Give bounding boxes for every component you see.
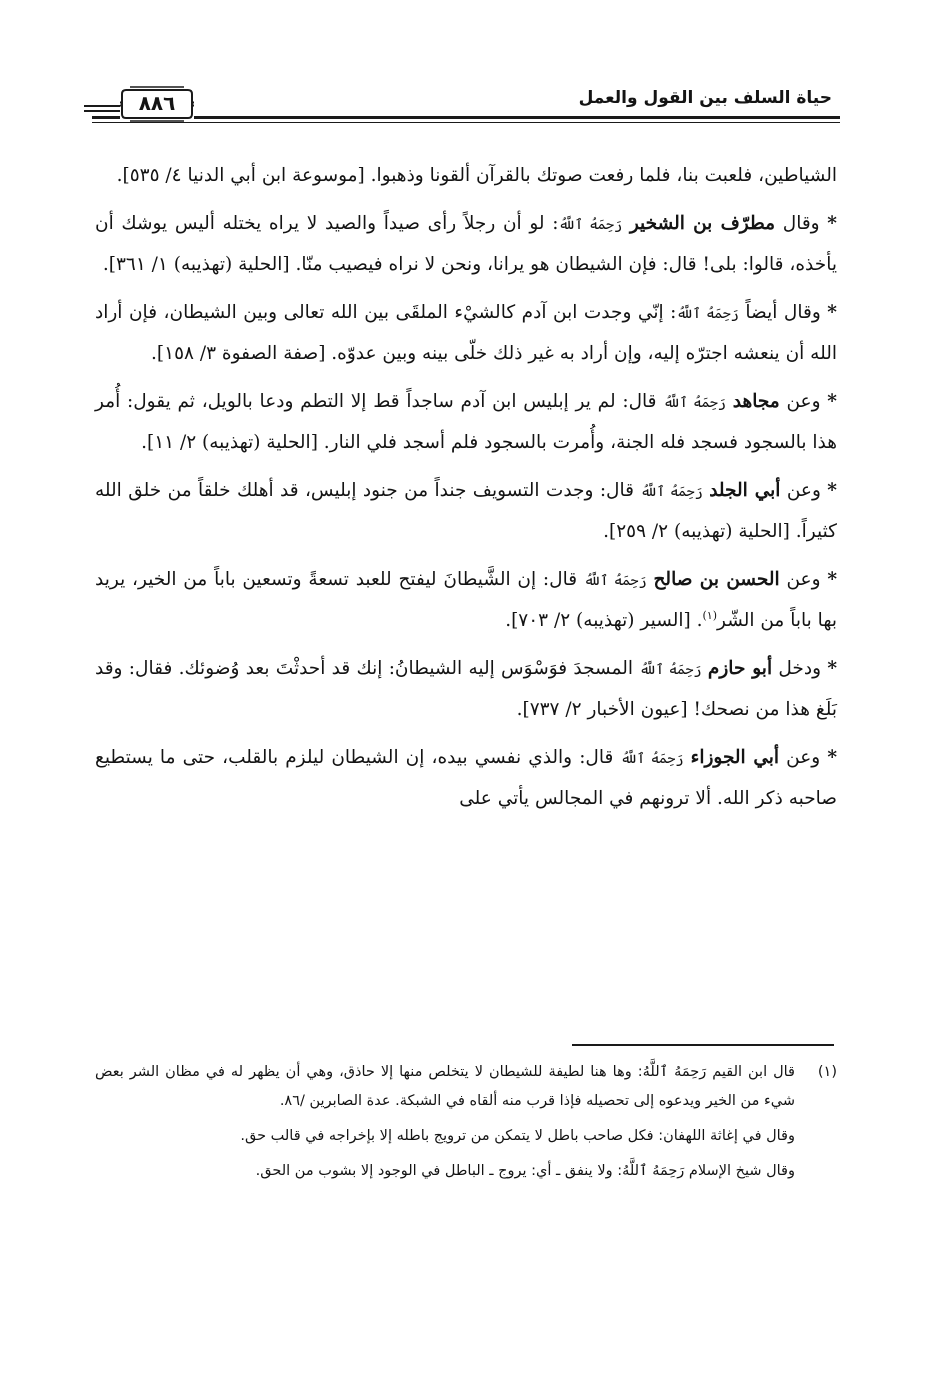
bullet-star: * xyxy=(827,568,837,590)
paragraph-text: قال: والذي نفسي بيده، إن الشيطان ليلزم بالقلب، حتى ما يستطيع صاحبه ذكر الله. ألا ترونهم في المجالس يأتي على xyxy=(95,746,837,809)
paragraph xyxy=(95,560,837,641)
person-name: مجاهد xyxy=(732,390,780,412)
person-name: مطرّف بن الشخير xyxy=(629,212,776,234)
paragraph xyxy=(95,156,837,196)
footnote xyxy=(95,1122,837,1151)
page-number-badge xyxy=(120,86,194,122)
footnote-separator xyxy=(572,1044,834,1046)
citation: . [السير (تهذيبه) ٢/ ٧٠٣]. xyxy=(505,610,703,631)
bullet-star: * xyxy=(827,390,837,412)
intro-word: وقال xyxy=(782,212,820,234)
honorific: رَحِمَهُ ٱللَّهُ xyxy=(663,394,726,411)
footnote-text: وقال في إغاثة اللهفان: فكل صاحب باطل لا يتمكن من ترويج باطله إلا بإخراجه في قالب حق. xyxy=(240,1128,795,1144)
footnote-number: (١) xyxy=(817,1064,837,1080)
person-name: الحسن بن صالح xyxy=(653,568,780,590)
paragraph xyxy=(95,204,837,285)
honorific: رَحِمَهُ ٱللَّهُ xyxy=(583,572,647,589)
honorific: رَحِمَهُ ٱللَّهُ xyxy=(620,750,684,767)
honorific: رَحِمَهُ ٱللَّهُ xyxy=(558,216,623,233)
person-name: أبي الجوزاء xyxy=(690,746,780,768)
paragraph-text: قال: وجدت التسويف جنداً من جنود إبليس، قد أهلك خلقاً من خلق الله كثيراً. [الحلية (تهذيبه) ٢/ ٢٥٩]. xyxy=(95,479,837,542)
page-number: ٨٨٦ xyxy=(138,91,176,115)
paragraph-text: : إنّي وجدت ابن آدم كالشيْء الملقَى بين الله تعالى وبين الشيطان، فإن أراد الله أن ينعشه اجترّه إليه، وإن أراد به غير ذلك خلّى بينه وبين عدوّه. [صفة الصفوة ٣/ ١٥٨]. xyxy=(95,301,837,364)
intro-word: وعن xyxy=(786,568,821,590)
bullet-star: * xyxy=(827,746,837,768)
bullet-star: * xyxy=(827,479,837,501)
bullet-star: * xyxy=(827,657,837,679)
honorific: رَحِمَهُ ٱللَّهُ xyxy=(676,305,739,322)
intro-word: وعن xyxy=(786,746,821,768)
paragraph xyxy=(95,649,837,730)
footnote-marker[interactable]: (١) xyxy=(702,608,717,622)
footnotes xyxy=(95,1058,837,1192)
footnote-text: وقال شيخ الإسلام رَحِمَهُ ٱللَّهُ: ولا ينفق ـ أي: يروج ـ الباطل في الوجود إلا بشوب من الحق. xyxy=(255,1163,795,1179)
paragraph-text: قال: لم ير إبليس ابن آدم ساجداً قط إلا التطم ودعا بالويل، ثم يقول: أُمر هذا بالسجود فسجد فله الجنة، وأُمرت بالسجود فلم أسجد فلي النار. [الحلية (تهذيبه) ٢/ ١١]. xyxy=(95,390,837,453)
header-ornament-line xyxy=(84,105,120,107)
header-rule-thick xyxy=(92,116,840,119)
header-rule-thin xyxy=(92,122,840,123)
paragraph xyxy=(95,471,837,552)
bullet-star: * xyxy=(827,212,837,234)
paragraph xyxy=(95,382,837,463)
paragraph-text: الشياطين، فلعبت بنا، فلما رفعت صوتك بالقرآن ألقونا وذهبوا. [موسوعة ابن أبي الدنيا ٤/ ٥٣٥]. xyxy=(116,165,837,186)
intro-word: وعن xyxy=(786,479,821,501)
paragraph xyxy=(95,738,837,819)
footnote xyxy=(95,1157,837,1186)
footnote xyxy=(95,1058,837,1116)
paragraph-text: المسجدَ فوَسْوَس إليه الشيطانُ: إنك قد أحدثْتَ بعد وُضوئك. فقال: وقد بَلَغ هذا من نصحك! [عيون الأخبار ٢/ ٧٣٧]. xyxy=(95,657,837,720)
intro-word: وعن xyxy=(786,390,821,412)
header-ornament-line xyxy=(84,110,120,112)
honorific: رَحِمَهُ ٱللَّهُ xyxy=(639,661,702,678)
person-name: أبي الجلد xyxy=(709,479,781,501)
bullet-star: * xyxy=(827,301,837,323)
running-title: حياة السلف بين القول والعمل xyxy=(578,88,832,108)
paragraph-text: : لو أن رجلاً رأى صيداً والصيد لا يراه يختله أليس يوشك أن يأخذه، قالوا: بلى! قال: فإن الشيطان هو يرانا، ونحن لا نراه فيصيب منّا. [الحلية (تهذيبه) ١/ ٣٦١]. xyxy=(95,212,837,275)
page-header xyxy=(92,78,840,128)
paragraph xyxy=(95,293,837,374)
footnote-text: قال ابن القيم رَحِمَهُ ٱللَّهُ: وها هنا لطيفة للشيطان لا يتخلص منها إلا حاذق، وهي أن يظهر له في مظان الشر بعض شيء من الخير ويدعوه إلى تحصيله فإذا قرب منه ألقاه في الشبكة. عدة الصابرين /٨٦. xyxy=(95,1064,795,1109)
honorific: رَحِمَهُ ٱللَّهُ xyxy=(640,483,703,500)
intro-word: وقال أيضاً xyxy=(745,301,821,323)
intro-word: ودخل xyxy=(778,657,822,679)
person-name: أبو حازم xyxy=(707,657,773,679)
main-text xyxy=(95,156,837,827)
paragraph-text: قال: إن الشَّيطانَ ليفتح للعبد تسعةً وتسعين باباً من الخير، يريد بها باباً من الشّر xyxy=(95,568,837,631)
